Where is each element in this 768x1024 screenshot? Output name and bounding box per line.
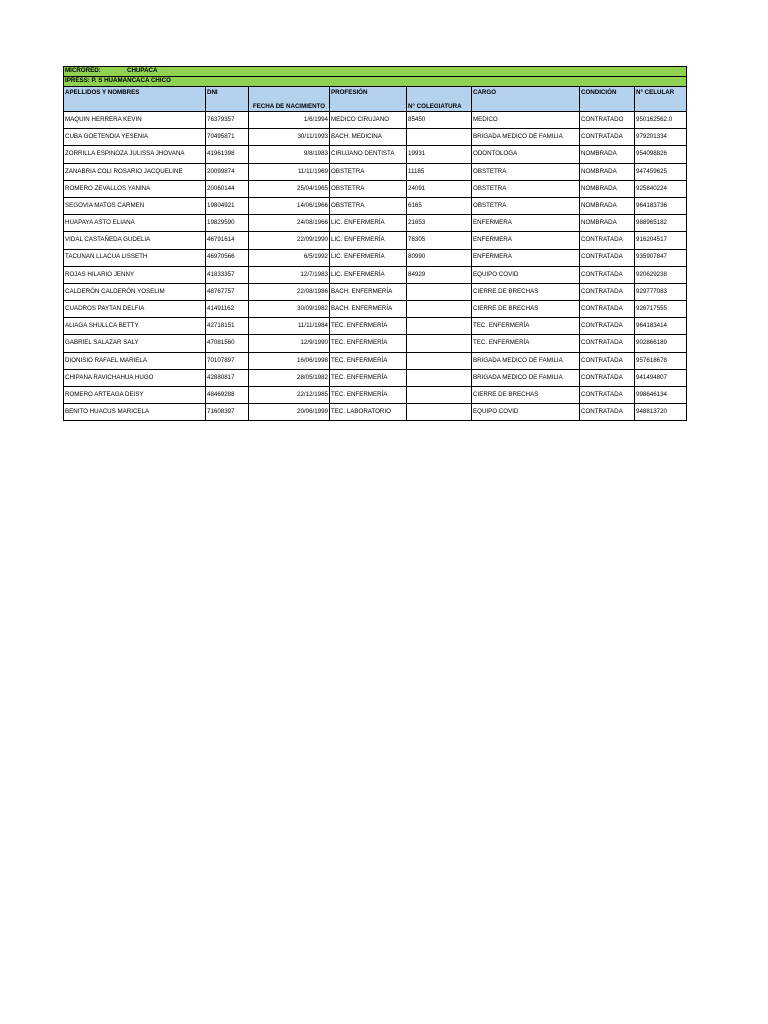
cell-colegiatura: 21653 — [407, 215, 472, 232]
table-row — [64, 232, 687, 249]
cell-condicion: CONTRATADA — [580, 352, 635, 369]
cell-colegiatura — [407, 129, 472, 146]
cell-nombres: CUADROS PAYTAN DELFIA — [64, 301, 206, 318]
cell-colegiatura: 85450 — [407, 112, 472, 129]
cell-celular: 954098826 — [635, 146, 687, 163]
table-row — [64, 369, 687, 386]
cell-nombres: ROJAS HILARIO JENNY — [64, 266, 206, 283]
cell-cargo: BRIGADA MEDICO DE FAMILIA — [472, 352, 580, 369]
cell-cargo: ENFERMERA — [472, 215, 580, 232]
cell-profesion: TEC. LABORATORIO — [330, 404, 407, 421]
cell-cargo: CIERRE DE BRECHAS — [472, 283, 580, 300]
cell-dni: 71608397 — [206, 404, 249, 421]
cell-fecha: 11/11/1969 — [249, 163, 330, 180]
cell-fecha: 28/05/1982 — [249, 369, 330, 386]
cell-condicion: NOMBRADA — [580, 180, 635, 197]
cell-celular: 941494807 — [635, 369, 687, 386]
microred-value: CHUPACA — [127, 67, 158, 75]
cell-profesion: TEC. ENFERMERÍA — [330, 318, 407, 335]
cell-celular: 988965182 — [635, 215, 687, 232]
table-row — [64, 215, 687, 232]
cell-profesion: TEC. ENFERMERÍA — [330, 369, 407, 386]
microred-row — [64, 67, 687, 77]
cell-fecha: 30/09/1982 — [249, 301, 330, 318]
cell-condicion: NOMBRADA — [580, 163, 635, 180]
cell-dni: 19829590 — [206, 215, 249, 232]
cell-fecha: 9/8/1983 — [249, 146, 330, 163]
cell-colegiatura — [407, 335, 472, 352]
cell-nombres: ROMERO ZEVALLOS YANINA — [64, 180, 206, 197]
cell-colegiatura — [407, 352, 472, 369]
cell-celular: 950162562.0 — [635, 112, 687, 129]
table-row — [64, 301, 687, 318]
cell-fecha: 6/5/1992 — [249, 249, 330, 266]
cell-condicion: CONTRATADA — [580, 283, 635, 300]
cell-cargo: BRIGADA MEDICO DE FAMILIA — [472, 369, 580, 386]
cell-dni: 70495871 — [206, 129, 249, 146]
cell-profesion: OBSTETRA — [330, 197, 407, 214]
cell-profesion: LIC. ENFERMERÍA — [330, 215, 407, 232]
cell-colegiatura: 11185 — [407, 163, 472, 180]
cell-celular: 947459625 — [635, 163, 687, 180]
staff-table — [63, 66, 687, 421]
cell-cargo: CIERRE DE BRECHAS — [472, 387, 580, 404]
cell-profesion: OBSTETRA — [330, 180, 407, 197]
cell-fecha: 25/04/1965 — [249, 180, 330, 197]
cell-condicion: CONTRATADA — [580, 301, 635, 318]
cell-profesion: LIC. ENFERMERÍA — [330, 266, 407, 283]
table-row — [64, 163, 687, 180]
cell-profesion: OBSTETRA — [330, 163, 407, 180]
header-dni: DNI — [206, 87, 249, 112]
cell-celular: 964183414 — [635, 318, 687, 335]
cell-nombres: CHIPANA RAVICHAHUA HUGO — [64, 369, 206, 386]
cell-colegiatura — [407, 404, 472, 421]
table-body — [64, 112, 687, 421]
cell-nombres: MAQUIN HERRERA KEVIN — [64, 112, 206, 129]
cell-colegiatura — [407, 283, 472, 300]
cell-profesion: MEDICO CIRUJANO — [330, 112, 407, 129]
cell-nombres: ZORRILLA ESPINOZA JULISSA JHOVANA — [64, 146, 206, 163]
cell-cargo: ODONTOLOGA — [472, 146, 580, 163]
cell-colegiatura — [407, 369, 472, 386]
cell-condicion: NOMBRADA — [580, 197, 635, 214]
cell-colegiatura: 24091 — [407, 180, 472, 197]
cell-colegiatura — [407, 387, 472, 404]
table-row — [64, 283, 687, 300]
cell-celular: 929777083 — [635, 283, 687, 300]
cell-dni: 76379357 — [206, 112, 249, 129]
cell-celular: 964183736 — [635, 197, 687, 214]
cell-nombres: BENITO HUACUS MARICELA — [64, 404, 206, 421]
cell-condicion: CONTRATADA — [580, 249, 635, 266]
table-row — [64, 404, 687, 421]
table-row — [64, 112, 687, 129]
cell-cargo: ENFERMERA — [472, 232, 580, 249]
cell-fecha: 30/11/1993 — [249, 129, 330, 146]
cell-fecha: 24/08/1966 — [249, 215, 330, 232]
cell-profesion: BACH. ENFERMERÍA — [330, 283, 407, 300]
cell-cargo: CIERRE DE BRECHAS — [472, 301, 580, 318]
microred-cell — [64, 67, 687, 77]
cell-fecha: 12/7/1983 — [249, 266, 330, 283]
cell-nombres: HUAPAYA ASTO ELIANA — [64, 215, 206, 232]
cell-profesion: TEC. ENFERMERÍA — [330, 335, 407, 352]
cell-dni: 48469288 — [206, 387, 249, 404]
cell-celular: 926717555 — [635, 301, 687, 318]
header-fecha: FECHA DE NACIMIENTO — [249, 87, 330, 112]
table-row — [64, 180, 687, 197]
cell-dni: 41491162 — [206, 301, 249, 318]
cell-fecha: 16/06/1998 — [249, 352, 330, 369]
cell-profesion: BACH. ENFERMERÍA — [330, 301, 407, 318]
cell-condicion: CONTRATADA — [580, 369, 635, 386]
cell-celular: 948813720 — [635, 404, 687, 421]
cell-cargo: TEC. ENFERMERÍA — [472, 318, 580, 335]
cell-colegiatura — [407, 318, 472, 335]
header-cargo: CARGO — [472, 87, 580, 112]
header-condicion: CONDICIÓN — [580, 87, 635, 112]
cell-dni: 46970566 — [206, 249, 249, 266]
table-row — [64, 197, 687, 214]
cell-cargo: OBSTETRA — [472, 163, 580, 180]
cell-fecha: 22/12/1985 — [249, 387, 330, 404]
table-row — [64, 249, 687, 266]
table-row — [64, 266, 687, 283]
cell-cargo: EQUIPO COVID — [472, 404, 580, 421]
cell-dni: 19804921 — [206, 197, 249, 214]
cell-fecha: 1/6/1994 — [249, 112, 330, 129]
cell-condicion: CONTRATADA — [580, 266, 635, 283]
cell-celular: 916204517 — [635, 232, 687, 249]
cell-fecha: 22/08/1986 — [249, 283, 330, 300]
table-row — [64, 318, 687, 335]
cell-celular: 902866189 — [635, 335, 687, 352]
cell-nombres: ALIAGA SHULLCA BETTY — [64, 318, 206, 335]
cell-colegiatura: 6165 — [407, 197, 472, 214]
cell-cargo: OBSTETRA — [472, 197, 580, 214]
cell-celular: 935907847 — [635, 249, 687, 266]
cell-nombres: TACUNAN LLACUA LISSETH — [64, 249, 206, 266]
cell-dni: 41961398 — [206, 146, 249, 163]
cell-nombres: CALDERÓN CALDERÓN YOSELIM — [64, 283, 206, 300]
cell-cargo: ENFERMERA — [472, 249, 580, 266]
cell-profesion: LIC. ENFERMERÍA — [330, 249, 407, 266]
cell-dni: 20099874 — [206, 163, 249, 180]
cell-cargo: BRIGADA MEDICO DE FAMILIA — [472, 129, 580, 146]
cell-profesion: CIRUJANO DENTISTA — [330, 146, 407, 163]
cell-dni: 42880817 — [206, 369, 249, 386]
cell-nombres: GABRIEL SALAZAR SALY — [64, 335, 206, 352]
cell-dni: 42718151 — [206, 318, 249, 335]
cell-condicion: CONTRATADA — [580, 404, 635, 421]
header-celular: N° CELULAR — [635, 87, 687, 112]
cell-cargo: TEC. ENFERMERÍA — [472, 335, 580, 352]
header-colegiatura: N° COLEGIATURA — [407, 87, 472, 112]
cell-fecha: 12/9/1990 — [249, 335, 330, 352]
table-row — [64, 146, 687, 163]
cell-nombres: ROMERO ARTEAGA DEISY — [64, 387, 206, 404]
cell-nombres: CUBA GOETENDIA YESENIA — [64, 129, 206, 146]
cell-profesion: TEC. ENFERMERÍA — [330, 387, 407, 404]
cell-cargo: EQUIPO COVID — [472, 266, 580, 283]
cell-colegiatura: 84929 — [407, 266, 472, 283]
cell-dni: 20060144 — [206, 180, 249, 197]
table-row — [64, 387, 687, 404]
cell-profesion: LIC. ENFERMERÍA — [330, 232, 407, 249]
cell-fecha: 11/11/1984 — [249, 318, 330, 335]
cell-colegiatura — [407, 301, 472, 318]
cell-dni: 46791614 — [206, 232, 249, 249]
cell-celular: 979201334 — [635, 129, 687, 146]
table-row — [64, 352, 687, 369]
cell-condicion: NOMBRADA — [580, 215, 635, 232]
cell-celular: 925840224 — [635, 180, 687, 197]
cell-celular: 998646134 — [635, 387, 687, 404]
ipress-row — [64, 77, 687, 87]
cell-nombres: VIDAL CASTAÑEDA GUDELIA — [64, 232, 206, 249]
microred-label: MICRORED: — [65, 67, 101, 75]
cell-celular: 920629238 — [635, 266, 687, 283]
cell-profesion: TEC. ENFERMERÍA — [330, 352, 407, 369]
cell-cargo: MEDICO — [472, 112, 580, 129]
header-nombres: APELLIDOS Y NOMBRES — [64, 87, 206, 112]
cell-fecha: 14/06/1966 — [249, 197, 330, 214]
cell-condicion: CONTRATADO — [580, 112, 635, 129]
cell-dni: 47081560 — [206, 335, 249, 352]
cell-colegiatura: 19931 — [407, 146, 472, 163]
header-row — [64, 87, 687, 112]
cell-condicion: CONTRATADA — [580, 129, 635, 146]
cell-nombres: SEGOVIA MATOS CARMEN — [64, 197, 206, 214]
cell-profesion: BACH. MEDICINA — [330, 129, 407, 146]
cell-condicion: CONTRATADA — [580, 232, 635, 249]
header-profesion: PROFESIÓN — [330, 87, 407, 112]
cell-condicion: CONTRATADA — [580, 387, 635, 404]
cell-cargo: OBSTETRA — [472, 180, 580, 197]
cell-dni: 70107897 — [206, 352, 249, 369]
cell-condicion: CONTRATADA — [580, 318, 635, 335]
cell-condicion: CONTRATADA — [580, 335, 635, 352]
cell-dni: 48767757 — [206, 283, 249, 300]
cell-celular: 957618678 — [635, 352, 687, 369]
cell-fecha: 20/06/1999 — [249, 404, 330, 421]
cell-dni: 41833357 — [206, 266, 249, 283]
cell-colegiatura: 76305 — [407, 232, 472, 249]
ipress-cell: IPRESS: P. S HUAMANCACA CHICO — [64, 77, 687, 87]
cell-fecha: 22/09/1990 — [249, 232, 330, 249]
cell-condicion: NOMBRADA — [580, 146, 635, 163]
table-row — [64, 129, 687, 146]
table-row — [64, 335, 687, 352]
cell-colegiatura: 80990 — [407, 249, 472, 266]
cell-nombres: DIONISIO RAFAEL MARIELA — [64, 352, 206, 369]
cell-nombres: ZANABRIA COLI ROSARIO JACQUELINE — [64, 163, 206, 180]
